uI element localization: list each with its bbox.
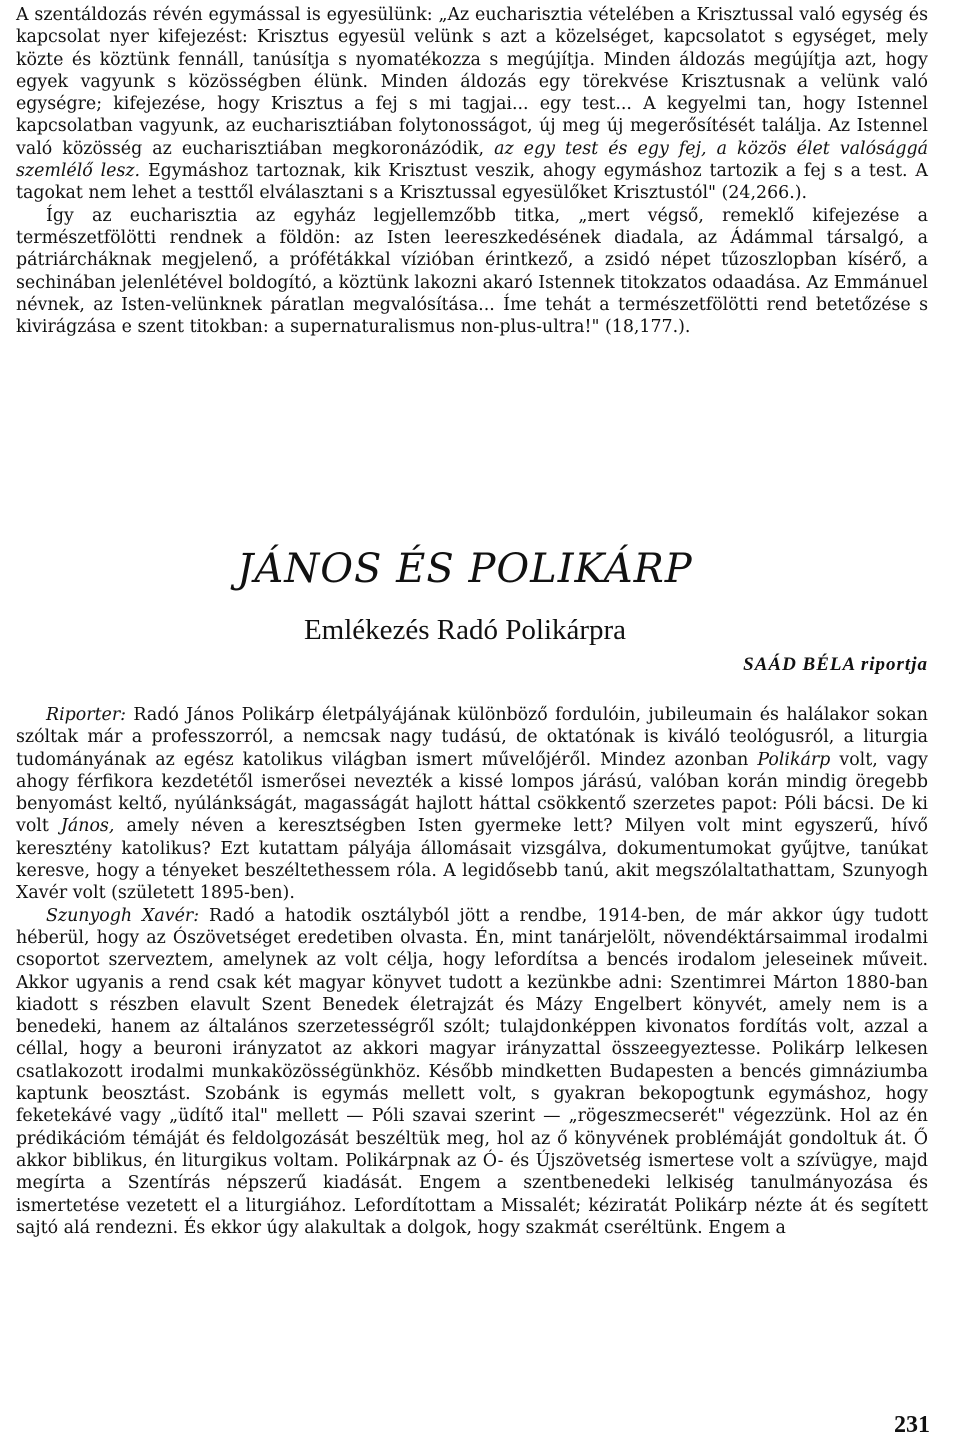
- article-byline: SAÁD BÉLA riportja: [743, 654, 928, 675]
- article-subtitle: Emlékezés Radó Polikárpra: [303, 614, 627, 646]
- paragraph-text: volt, vagy ahogy férfikora kezdetétől ismerősei nevezték a kissé lompos járású, valóban korán mindig öregebb benyomást keltő, nyúlánkságát, magasságát hajlott háttal csökkentő szerzetes papot: Póli bácsi. De ki volt: [16, 749, 928, 837]
- paragraph-text: Radó János Polikárp életpályájának különböző fordulóin, jubileumain és halálakor sokan szóltak már a professzorról, a nemcsak nagy tudású, de oktatónak is kiváló teológusról, a liturgia tudományának az egész katolikus világban ismert művelőjéről. Mindez azonban: [16, 705, 928, 770]
- interview-text-block: [16, 704, 928, 1239]
- speaker-label: Szunyogh Xavér:: [46, 905, 200, 926]
- paragraph-text: Egymáshoz tartoznak, kik Krisztust veszik, ahogy egymáshoz tartozik a fej s a test. A tagokat nem lehet a testtől elválasztani s a Krisztussal egyesülőket Krisztustól" (24,266.).: [16, 161, 928, 204]
- paragraph-szunyogh: [16, 905, 928, 1239]
- paragraph-eucharist-mystery: [16, 205, 928, 339]
- paragraph-text: Így az eucharisztia az egyház legjellemzőbb titka, „mert végső, remeklő kifejezése a természetfölötti rendnek a földön: az Isten leereszkedésének diadala, az Ádámmal társalgó, a pátriárcháknak megjelenő, a prófétákkal vízióban érintkező, a zsidó népet tűzoszlopban kísérő, a sechinában jelenlétével boldogító, a köztünk lakozni akaró Istennek titokzatos odaadása. Az Emmánuel névnek, az Isten-velünknek páratlan megvalósítása... Íme tehát a természetfölötti rend betetőzése s kivirágzása e szent titokban: a supernaturalismus non-plus-ultra!" (18,177.).: [16, 205, 928, 338]
- speaker-label: Riporter:: [46, 705, 127, 725]
- paragraph-reporter: [16, 704, 928, 905]
- top-text-block: [16, 4, 928, 338]
- paragraph-eucharist-unity: [16, 4, 928, 205]
- article-title: JÁNOS ÉS POLIKÁRP: [237, 546, 693, 592]
- page-number: 231: [894, 1412, 930, 1438]
- paragraph-text: amely néven a keresztségben Isten gyermeke lett? Milyen volt mint egyszerű, hívő keresztény katolikus? Ezt kutattam pályája állomásait vizsgálva, dokumentumokat gyűjtve, tanúkat keresve, hogy a tényeket beszéltethessem róla. A legidősebb tanú, akit megszólaltathattam, Szunyogh Xavér volt (született 1895-ben).: [16, 816, 928, 904]
- paragraph-text: Radó a hatodik osztályból jött a rendbe, 1914-ben, de már akkor úgy tudott héberül, hogy az Ószövetséget eredetiben olvasta. Én, mint tanárjelölt, növendéktársaimmal irodalmi csoportot szerveztem, amelynek az volt célja, hogy lefordítsa a bencés irodalom jeleseinek műveit. Akkor ugyanis a rend csak két magyar könyvet tudott a kezünkbe adni: Szentimrei Márton 1880-ban kiadott s részben elavult Szent Benedek életrajzát és Mázy Engelbert könyvét, amely nem is a benedeki, hanem az általános szerzetességről szólt; tulajdonképpen kivonatos fordítás volt, azzal a céllal, hogy a beuroni irányzatot az akkori magyar irányzattal összeegyeztesse. Polikárp lelkesen csatlakozott irodalmi munkaközösségünkhöz. Később mindketten Budapesten a bencés gimnáziumba kaptunk beosztást. Szobánk is egymás mellett volt, s gyakran bekopogtunk egymáshoz, hogy feketekávé vagy „üdítő ital" mellett — Póli szavai szerint — „rögeszmecserét" végezzünk. Hol az én prédikációm témáját és feldolgozását beszéltük meg, hol az ő könyvének problémáját gondoltuk át. Ő akkor biblikus, én liturgikus voltam. Polikárpnak az Ó- és Újszövetség ismertese volt a szívügye, majd megírta a Szentírás népszerű kiadását. Engem a szentbenedeki lelkiség tanulmányozása és ismertetése vezetett el a liturgiához. Lefordítottam a Missalét; kéziratát Polikárp nézte át és segített sajtó alá rendezni. És ekkor úgy alakultak a dolgok, hogy szakmát cseréltünk. Engem a: [16, 905, 929, 1238]
- paragraph-text: A szentáldozás révén egymással is egyesülünk: „Az eucharisztia vételében a Krisztussal való egység és kapcsolat nyer kifejezést: Krisztus egyesül velünk s azt a közelséget, kapcsolatot s egységet, mely közte és köztünk fennáll, tanúsítja s nyomatékozza s megújítja. Minden áldozás megújítja azt, hogy egyek vagyunk s közösségben élünk. Minden áldozás egy törekvése Krisztusnak a velünk való egységre; kifejezése, hogy Krisztus a fej s mi tagjai... egy test... A kegyelmi tan, hogy Istennel kapcsolatban vagyunk, az eucharisztiában folytonosságot, új meg új megerősítését találja. Az Istennel való közösség az eucharisztiában megkoronázódik,: [16, 5, 928, 159]
- italic-name: János,: [60, 816, 115, 837]
- italic-name: Polikárp: [757, 749, 831, 770]
- italic-phrase: az egy test és egy fej, a közös élet valósággá szemlélő lesz.: [16, 138, 928, 182]
